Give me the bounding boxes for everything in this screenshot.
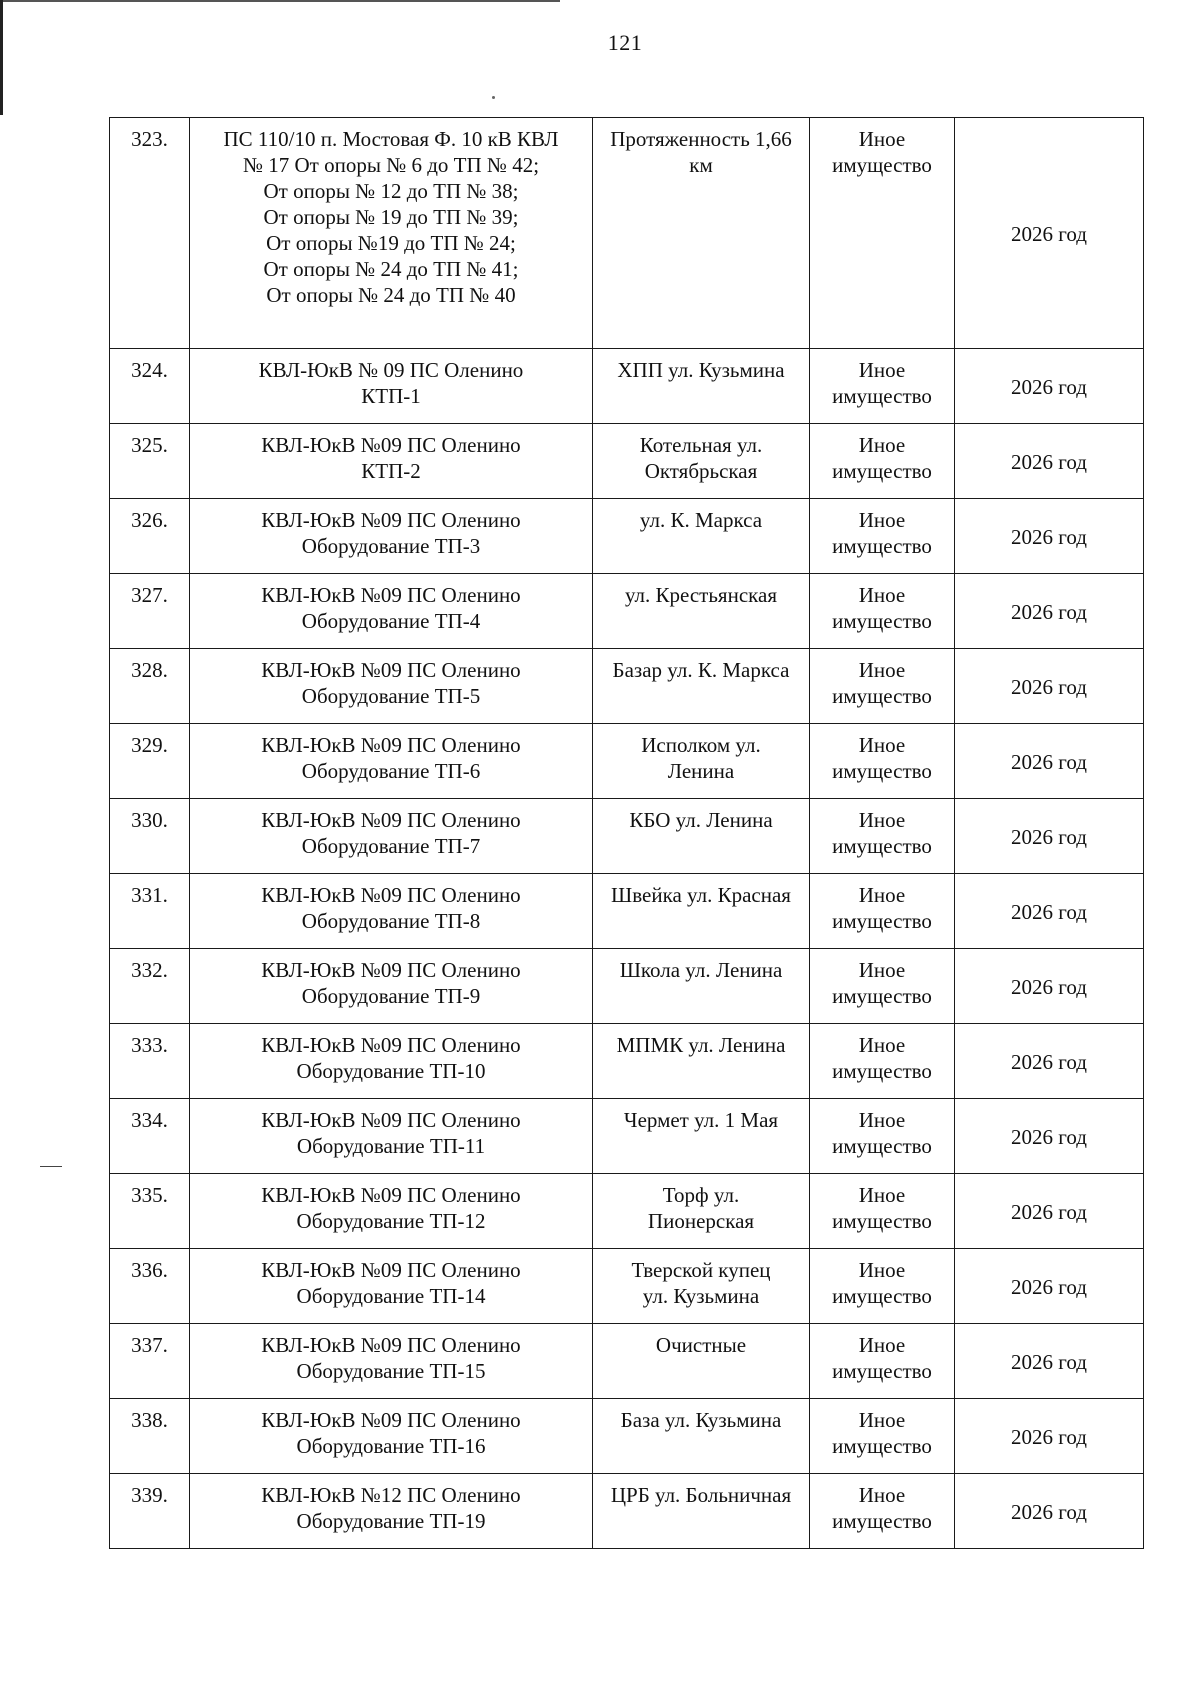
year-cell (955, 424, 1144, 499)
location-cell-text: КБО ул. Ленина (629, 808, 773, 832)
table-row (110, 1099, 1144, 1174)
year-cell (955, 724, 1144, 799)
property-type-cell-text: Иное имущество (832, 508, 932, 558)
location-cell-text: ул. Крестьянская (624, 583, 778, 607)
location-cell-text: Протяженность 1,66 км (610, 127, 792, 177)
property-type-cell-text: Иное имущество (832, 1108, 932, 1158)
location-cell-text: Котельная ул. Октябрьская (639, 433, 763, 483)
year-cell-text: 2026 год (1011, 1350, 1087, 1374)
object-name-cell (190, 649, 593, 724)
object-name-cell-text: КВЛ-ЮкВ №09 ПС Оленино Оборудование ТП-5 (261, 658, 521, 708)
year-cell-text: 2026 год (1011, 675, 1087, 699)
object-name-cell (190, 1399, 593, 1474)
object-name-cell-text: КВЛ-ЮкВ №09 ПС Оленино Оборудование ТП-14 (261, 1258, 521, 1308)
property-type-cell-text: Иное имущество (832, 127, 932, 177)
location-cell (593, 1174, 810, 1249)
year-cell (955, 1024, 1144, 1099)
object-name-cell-text: КВЛ-ЮкВ №09 ПС Оленино Оборудование ТП-8 (261, 883, 521, 933)
property-type-cell (810, 649, 955, 724)
object-name-cell (190, 574, 593, 649)
location-cell (593, 649, 810, 724)
year-cell (955, 574, 1144, 649)
year-cell (955, 499, 1144, 574)
scan-margin-mark (40, 1166, 62, 1167)
table-row (110, 649, 1144, 724)
row-number-cell-text: 323. (131, 127, 168, 151)
row-number-cell-text: 332. (131, 958, 168, 982)
table-row (110, 799, 1144, 874)
row-number-cell-text: 327. (131, 583, 168, 607)
location-cell (593, 349, 810, 424)
year-cell (955, 1249, 1144, 1324)
location-cell-text: ЦРБ ул. Больничная (610, 1483, 792, 1507)
property-type-cell-text: Иное имущество (832, 1258, 932, 1308)
row-number-cell-text: 325. (131, 433, 168, 457)
location-cell (593, 949, 810, 1024)
property-type-cell (810, 1024, 955, 1099)
row-number-cell (110, 724, 190, 799)
row-number-cell-text: 333. (131, 1033, 168, 1057)
year-cell-text: 2026 год (1011, 450, 1087, 474)
row-number-cell (110, 1324, 190, 1399)
object-name-cell-text: КВЛ-ЮкВ №09 ПС Оленино Оборудование ТП-10 (261, 1033, 521, 1083)
table-row (110, 1024, 1144, 1099)
property-type-cell-text: Иное имущество (832, 583, 932, 633)
scan-top-edge (0, 0, 560, 2)
year-cell (955, 1099, 1144, 1174)
property-type-cell-text: Иное имущество (832, 433, 932, 483)
object-name-cell (190, 799, 593, 874)
object-name-cell-text: КВЛ-ЮкВ №09 ПС Оленино Оборудование ТП-11 (261, 1108, 521, 1158)
object-name-cell (190, 1249, 593, 1324)
year-cell-text: 2026 год (1011, 750, 1087, 774)
year-cell-text: 2026 год (1011, 1500, 1087, 1524)
location-cell (593, 118, 810, 349)
location-cell (593, 799, 810, 874)
location-cell (593, 1399, 810, 1474)
row-number-cell-text: 326. (131, 508, 168, 532)
year-cell (955, 949, 1144, 1024)
year-cell (955, 799, 1144, 874)
object-name-cell-text: КВЛ-ЮкВ №09 ПС Оленино Оборудование ТП-7 (261, 808, 521, 858)
location-cell-text: Чермет ул. 1 Мая (623, 1108, 779, 1132)
year-cell-text: 2026 год (1011, 1125, 1087, 1149)
year-cell-text: 2026 год (1011, 525, 1087, 549)
location-cell-text: Торф ул. Пионерская (647, 1183, 755, 1233)
row-number-cell (110, 1249, 190, 1324)
property-type-cell (810, 1399, 955, 1474)
scan-left-edge (0, 0, 3, 115)
location-cell-text: МПМК ул. Ленина (616, 1033, 786, 1057)
row-number-cell (110, 1174, 190, 1249)
row-number-cell-text: 339. (131, 1483, 168, 1507)
table-row (110, 1474, 1144, 1549)
property-type-cell-text: Иное имущество (832, 1333, 932, 1383)
row-number-cell (110, 574, 190, 649)
row-number-cell-text: 336. (131, 1258, 168, 1282)
row-number-cell (110, 349, 190, 424)
object-name-cell-text: ПС 110/10 п. Мостовая Ф. 10 кВ КВЛ № 17 От опоры № 6 до ТП № 42; От опоры № 12 до ТП № 38; От опоры № 19 до ТП № 39; От опоры №19 до ТП № 24; От опоры № 24 до ТП № 41; От опоры № 24 до ТП № 40 (223, 127, 559, 307)
property-type-cell (810, 1099, 955, 1174)
location-cell-text: ХПП ул. Кузьмина (617, 358, 785, 382)
object-name-cell-text: КВЛ-ЮкВ №09 ПС Оленино Оборудование ТП-12 (261, 1183, 521, 1233)
row-number-cell (110, 1024, 190, 1099)
property-type-cell (810, 118, 955, 349)
property-type-cell (810, 1249, 955, 1324)
location-cell (593, 424, 810, 499)
row-number-cell-text: 334. (131, 1108, 168, 1132)
property-type-cell-text: Иное имущество (832, 1408, 932, 1458)
table-row (110, 1174, 1144, 1249)
property-type-cell (810, 1474, 955, 1549)
row-number-cell (110, 1474, 190, 1549)
property-type-cell-text: Иное имущество (832, 358, 932, 408)
property-type-cell (810, 724, 955, 799)
row-number-cell (110, 1099, 190, 1174)
location-cell (593, 499, 810, 574)
year-cell-text: 2026 год (1011, 600, 1087, 624)
property-registry-table (109, 117, 1144, 1549)
object-name-cell (190, 1024, 593, 1099)
object-name-cell (190, 349, 593, 424)
property-type-cell (810, 1174, 955, 1249)
year-cell (955, 349, 1144, 424)
location-cell (593, 724, 810, 799)
row-number-cell (110, 1399, 190, 1474)
object-name-cell-text: КВЛ-ЮкВ №09 ПС Оленино Оборудование ТП-9 (261, 958, 521, 1008)
location-cell-text: Базар ул. К. Маркса (612, 658, 790, 682)
row-number-cell (110, 118, 190, 349)
table-row (110, 349, 1144, 424)
object-name-cell-text: КВЛ-ЮкВ №09 ПС Оленино КТП-2 (261, 433, 521, 483)
object-name-cell (190, 874, 593, 949)
row-number-cell (110, 499, 190, 574)
table-row (110, 1324, 1144, 1399)
table-row (110, 1249, 1144, 1324)
object-name-cell (190, 1174, 593, 1249)
location-cell-text: Швейка ул. Красная (611, 883, 791, 907)
year-cell-text: 2026 год (1011, 222, 1087, 246)
row-number-cell-text: 330. (131, 808, 168, 832)
property-type-cell-text: Иное имущество (832, 808, 932, 858)
object-name-cell-text: КВЛ-ЮкВ №09 ПС Оленино Оборудование ТП-15 (261, 1333, 521, 1383)
row-number-cell-text: 335. (131, 1183, 168, 1207)
property-type-cell (810, 349, 955, 424)
object-name-cell-text: КВЛ-ЮкВ № 09 ПС Оленино КТП-1 (258, 358, 524, 408)
table-row (110, 949, 1144, 1024)
year-cell-text: 2026 год (1011, 375, 1087, 399)
row-number-cell-text: 329. (131, 733, 168, 757)
property-type-cell (810, 499, 955, 574)
object-name-cell (190, 1324, 593, 1399)
property-type-cell-text: Иное имущество (832, 883, 932, 933)
property-type-cell-text: Иное имущество (832, 1483, 932, 1533)
table-row (110, 574, 1144, 649)
object-name-cell (190, 424, 593, 499)
page-number: 121 (607, 30, 643, 55)
location-cell-text: ул. К. Маркса (639, 508, 763, 532)
object-name-cell (190, 499, 593, 574)
row-number-cell (110, 874, 190, 949)
property-type-cell (810, 799, 955, 874)
location-cell (593, 1324, 810, 1399)
table-row (110, 118, 1144, 349)
object-name-cell-text: КВЛ-ЮкВ №12 ПС Оленино Оборудование ТП-19 (261, 1483, 521, 1533)
property-type-cell (810, 1324, 955, 1399)
location-cell (593, 574, 810, 649)
location-cell-text: Очистные (655, 1333, 747, 1357)
table-row (110, 499, 1144, 574)
row-number-cell-text: 337. (131, 1333, 168, 1357)
year-cell-text: 2026 год (1011, 825, 1087, 849)
row-number-cell (110, 799, 190, 874)
table-row (110, 724, 1144, 799)
row-number-cell-text: 328. (131, 658, 168, 682)
location-cell-text: Школа ул. Ленина (619, 958, 783, 982)
location-cell (593, 1099, 810, 1174)
location-cell (593, 874, 810, 949)
object-name-cell-text: КВЛ-ЮкВ №09 ПС Оленино Оборудование ТП-3 (261, 508, 521, 558)
object-name-cell (190, 1474, 593, 1549)
row-number-cell-text: 338. (131, 1408, 168, 1432)
registry-table-body (110, 118, 1144, 1549)
row-number-cell (110, 424, 190, 499)
year-cell-text: 2026 год (1011, 900, 1087, 924)
row-number-cell (110, 649, 190, 724)
location-cell (593, 1249, 810, 1324)
year-cell (955, 1174, 1144, 1249)
object-name-cell (190, 1099, 593, 1174)
year-cell-text: 2026 год (1011, 975, 1087, 999)
location-cell (593, 1474, 810, 1549)
table-row (110, 874, 1144, 949)
property-type-cell (810, 949, 955, 1024)
object-name-cell (190, 949, 593, 1024)
table-row (110, 1399, 1144, 1474)
year-cell-text: 2026 год (1011, 1425, 1087, 1449)
property-type-cell (810, 424, 955, 499)
location-cell (593, 1024, 810, 1099)
year-cell-text: 2026 год (1011, 1200, 1087, 1224)
location-cell-text: Тверской купец ул. Кузьмина (631, 1258, 771, 1308)
object-name-cell (190, 118, 593, 349)
property-type-cell-text: Иное имущество (832, 733, 932, 783)
location-cell-text: База ул. Кузьмина (620, 1408, 782, 1432)
table-row (110, 424, 1144, 499)
object-name-cell (190, 724, 593, 799)
year-cell-text: 2026 год (1011, 1275, 1087, 1299)
year-cell (955, 649, 1144, 724)
year-cell (955, 1324, 1144, 1399)
location-cell-text: Исполком ул. Ленина (641, 733, 761, 783)
year-cell (955, 1399, 1144, 1474)
property-type-cell (810, 874, 955, 949)
scan-speck (492, 96, 495, 99)
row-number-cell-text: 324. (131, 358, 168, 382)
row-number-cell-text: 331. (131, 883, 168, 907)
property-type-cell-text: Иное имущество (832, 958, 932, 1008)
property-type-cell-text: Иное имущество (832, 1183, 932, 1233)
year-cell (955, 874, 1144, 949)
object-name-cell-text: КВЛ-ЮкВ №09 ПС Оленино Оборудование ТП-6 (261, 733, 521, 783)
property-type-cell-text: Иное имущество (832, 1033, 932, 1083)
property-type-cell (810, 574, 955, 649)
year-cell (955, 118, 1144, 349)
property-type-cell-text: Иное имущество (832, 658, 932, 708)
row-number-cell (110, 949, 190, 1024)
object-name-cell-text: КВЛ-ЮкВ №09 ПС Оленино Оборудование ТП-16 (261, 1408, 521, 1458)
year-cell (955, 1474, 1144, 1549)
year-cell-text: 2026 год (1011, 1050, 1087, 1074)
object-name-cell-text: КВЛ-ЮкВ №09 ПС Оленино Оборудование ТП-4 (261, 583, 521, 633)
